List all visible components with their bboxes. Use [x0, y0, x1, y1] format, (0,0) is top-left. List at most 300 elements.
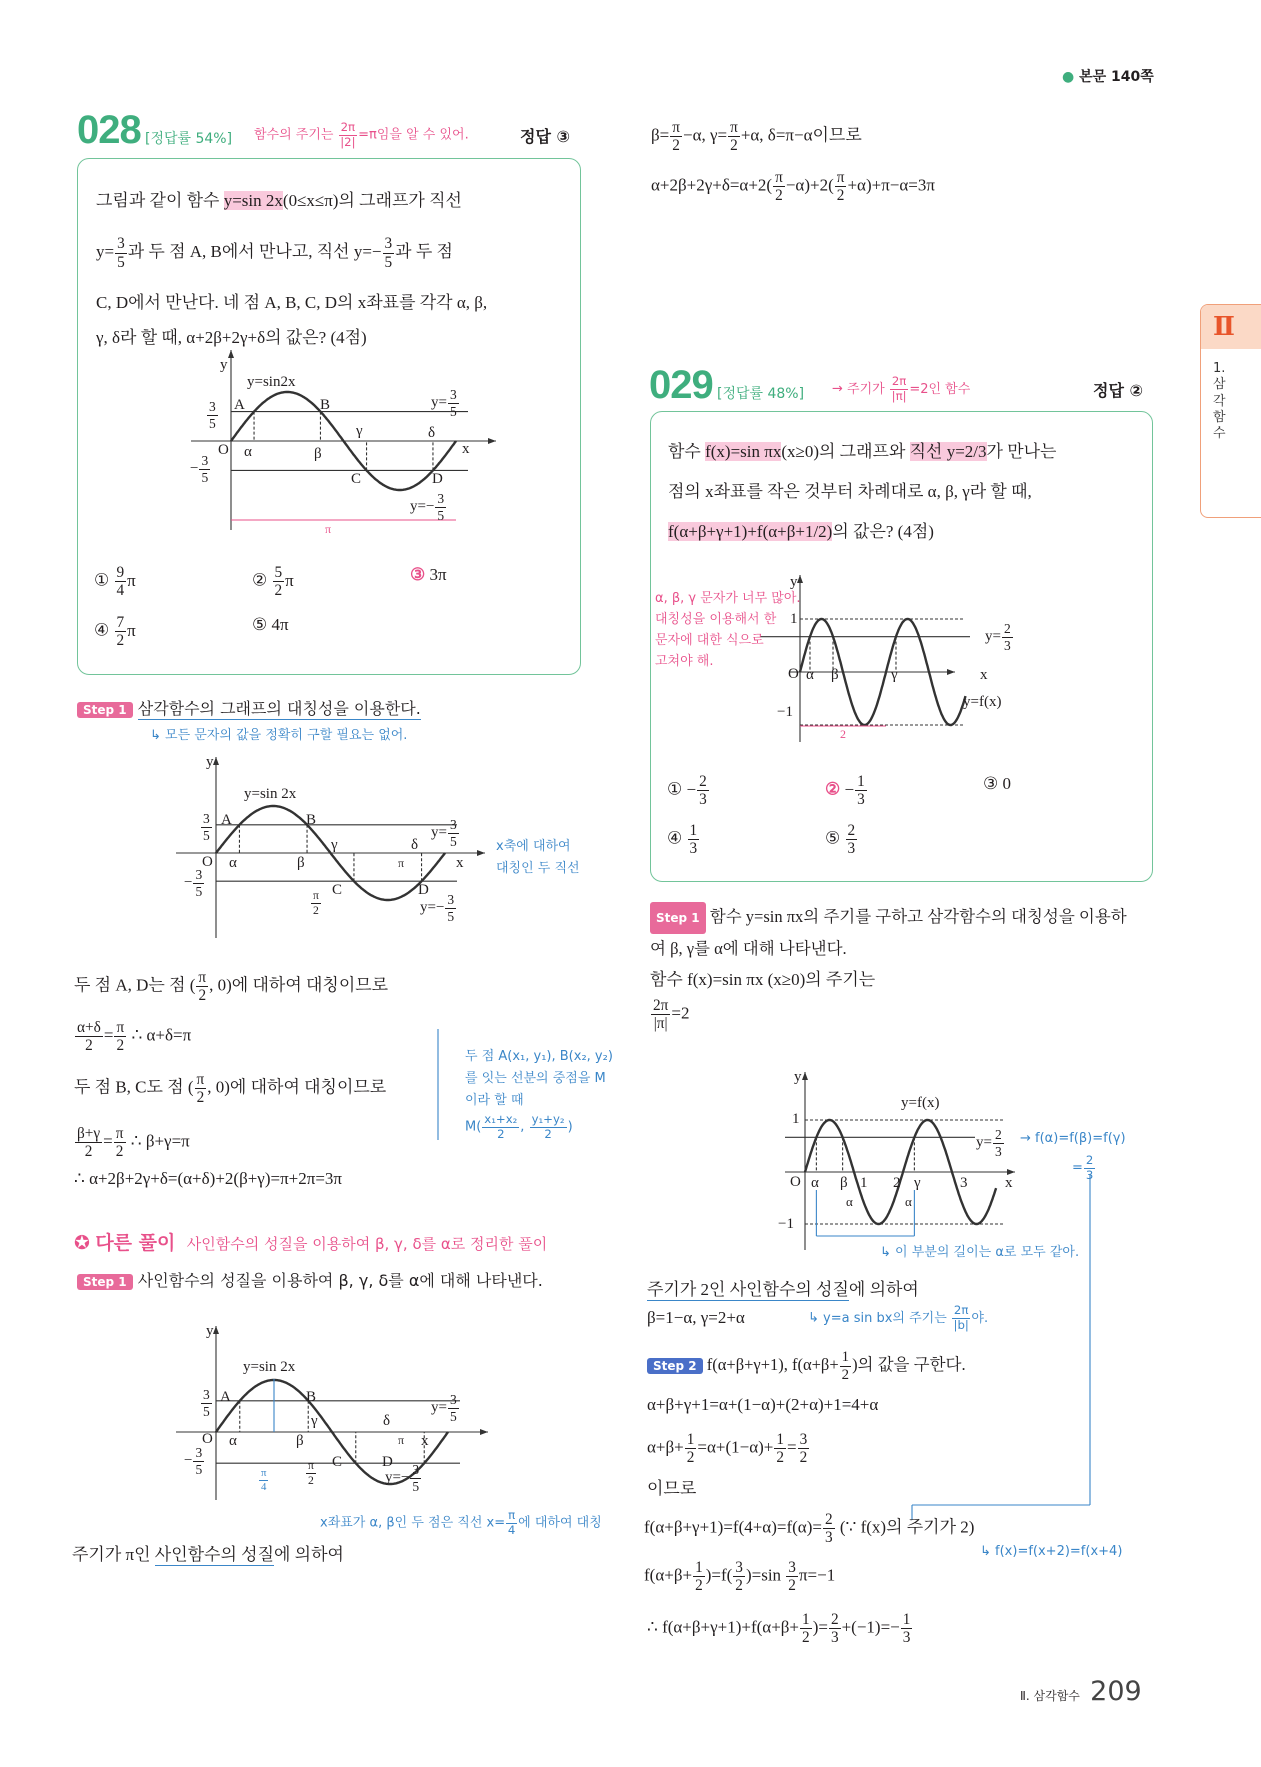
line-frac: [434, 491, 447, 523]
choice-mark: ⑤: [252, 615, 272, 634]
math-text: 에 의하여: [274, 1545, 344, 1564]
beta-label: β: [297, 855, 305, 871]
step1-heading: [650, 902, 1127, 964]
math-text: −α)+2(: [785, 175, 834, 195]
math-fraction: $\frac{3}{5}$: [117, 235, 125, 271]
step-title: 사인함수의 성질을 이용하여 β, γ, δ를 α에 대해 나타낸다.: [137, 1271, 543, 1290]
curve-label: y=sin 2x: [243, 1359, 296, 1375]
length-note: ↳ 이 부분의 길이는 α로 모두 같아.: [880, 1245, 1080, 1260]
math-fraction: $\frac{3}{5}$: [203, 811, 210, 843]
highlight: y=sin 2x: [223, 191, 283, 210]
solution-line: [647, 1308, 745, 1328]
math-text: ∴ α+δ=π: [127, 1025, 192, 1045]
problem-number: 028: [77, 108, 141, 152]
math-fraction: $\frac{3}{5}$: [195, 867, 203, 899]
y-tick-1: 1: [792, 1111, 800, 1127]
step-title-cont: 여 β, γ를 α에 대해 나타낸다.: [650, 939, 847, 958]
note-text: f(x)=f(x+2)=f(x+4): [995, 1544, 1123, 1559]
x-tick-2: 2: [893, 1175, 901, 1191]
step-badge: Step 1: [77, 702, 133, 718]
math-fraction: $\frac{\pi}{2}$: [836, 169, 845, 205]
symmetric-lines-note: [496, 836, 580, 880]
solution-line: [644, 1560, 835, 1594]
origin-label: O: [218, 442, 229, 458]
choice-value: [687, 822, 701, 858]
pi-half-label: [310, 890, 322, 916]
arrow-circle-icon: ●: [1062, 69, 1075, 85]
span-label: π: [325, 522, 332, 536]
math-fraction: $\frac{3}{5}$: [209, 399, 216, 431]
math-fraction: $\frac{2}{3}$: [1085, 1153, 1094, 1182]
solution-line: [651, 170, 935, 204]
choice-4[interactable]: [94, 615, 136, 649]
math-text: −α, γ=: [682, 125, 728, 145]
math-text: +(−1)=−: [841, 1617, 900, 1637]
math-text: (x≥0)의 그래프와: [781, 442, 910, 461]
math-fraction: $\frac{9}{4}$: [116, 564, 125, 600]
alpha-label: α: [811, 1175, 819, 1191]
math-text: ,: [520, 1119, 529, 1135]
curve-label: y=sin2x: [247, 374, 296, 390]
note-text: 모든 문자의 값을 정확히 구할 필요는 없어.: [165, 728, 408, 743]
math-fraction: $\frac{7}{2}$: [116, 614, 125, 650]
math-text: ∴ α+2β+2γ+δ=(α+δ)+2(β+γ)=π+2π=3π: [74, 1169, 342, 1188]
alt-step1-heading: [77, 1268, 543, 1291]
choice-value: [845, 822, 859, 858]
line-frac: [447, 817, 460, 849]
line-label: y=: [431, 394, 447, 411]
math-fraction: $\frac{2}{3}$: [830, 1611, 839, 1647]
alpha-label: α: [244, 444, 252, 460]
solution-line: [74, 970, 388, 1004]
origin-label: O: [202, 854, 213, 870]
pi-label: π: [398, 1433, 405, 1447]
solution-line: [647, 1432, 810, 1466]
math-fraction: $\frac{3}{5}$: [449, 387, 457, 419]
note-line: [465, 1068, 613, 1090]
sine-curve: [805, 1120, 996, 1224]
y-axis-label: y: [206, 754, 214, 770]
choice-value: [114, 614, 136, 650]
math-text: f(α+β+γ+1)=f(4+α)=f(α)=: [644, 1517, 822, 1537]
math-fraction: $\frac{1}{2}$: [776, 1431, 785, 1467]
math-fraction: $\frac{1}{2}$: [841, 1349, 850, 1383]
solution-line: [647, 1612, 913, 1646]
alpha-label: α: [806, 667, 814, 683]
beta-label: β: [840, 1175, 848, 1191]
choice-3[interactable]: [410, 565, 447, 585]
origin-label: O: [790, 1174, 801, 1190]
x-axis-label: x: [456, 855, 464, 871]
math-text: 주기가 π인: [72, 1545, 155, 1564]
x-axis-arrow: [480, 1429, 488, 1435]
point-d-label: D: [382, 1454, 393, 1470]
math-text: M(: [465, 1119, 482, 1135]
problem-029-header: [649, 363, 804, 408]
math-text: )의 값을 구한다.: [852, 1355, 966, 1375]
math-fraction: $\frac{\pi}{4}$: [507, 1508, 516, 1537]
chapter-side-tab[interactable]: [1200, 304, 1261, 518]
math-text: =α+(1−α)+: [697, 1437, 774, 1457]
question-line: [668, 512, 1056, 552]
solution-line: [647, 1275, 919, 1300]
solution-line: [647, 1395, 878, 1415]
math-text: f(α+β+: [644, 1565, 693, 1585]
math-text: 3π: [429, 565, 447, 584]
solution-line: [74, 1020, 191, 1054]
shift-note: ↳ f(x)=f(x+2)=f(x+4): [980, 1544, 1123, 1559]
math-fraction: $\frac{2}{3}$: [699, 773, 707, 809]
note-line: [465, 1090, 613, 1112]
math-fraction: $\frac{2\pi}{|b|}$: [953, 1303, 969, 1332]
math-fraction: $\frac{\pi}{2}$: [672, 119, 680, 155]
y-tick-neg: [198, 453, 211, 485]
y-tick-1: 1: [790, 611, 798, 627]
math-text: 이라 할 때: [465, 1093, 524, 1108]
solution-line: [647, 1474, 696, 1499]
math-text: 를 잇는 선분의 중점을 M: [465, 1071, 606, 1086]
y-tick-neg1: −1: [778, 1216, 794, 1232]
math-text: 에 의하여: [848, 1280, 919, 1299]
math-fraction: $\frac{3}{5}$: [203, 1387, 210, 1419]
math-fraction: $\frac{\pi}{2}$: [730, 119, 738, 155]
choice-4[interactable]: [667, 823, 700, 857]
line-label: [985, 622, 1014, 652]
note-line: x축에 대하여: [496, 839, 571, 854]
math-text: 함수: [668, 442, 706, 461]
math-text: → f(α)=f(β)=f(γ): [1020, 1131, 1126, 1146]
point-a-label: A: [220, 1389, 231, 1405]
note-line: 대칭성을 이용해서 한: [655, 612, 777, 627]
choice-value: [272, 615, 289, 634]
underline: 주기가 2인 사인함수의 성질: [647, 1280, 849, 1299]
choice-3[interactable]: [983, 774, 1011, 794]
delta-label: δ: [411, 837, 419, 853]
math-text: 가 만나는: [986, 442, 1057, 461]
math-text: , 0)에 대하여 대칭이므로: [209, 975, 389, 995]
math-text: 점의 x좌표를 작은 것부터 차례대로 α, β, γ라 할 때,: [668, 482, 1032, 501]
pi-half-label: [305, 1460, 317, 1486]
math-fraction: $\frac{\pi}{2}$: [116, 1019, 125, 1055]
gamma-label: γ: [914, 1175, 921, 1191]
choice-mark: ④: [94, 620, 114, 640]
x-tick-1: 1: [860, 1175, 868, 1191]
curve-label: y=f(x): [901, 1095, 940, 1111]
question-line: [96, 323, 487, 353]
question-line: [96, 226, 487, 277]
correct-rate: [정답률 48%]: [717, 386, 805, 402]
math-fraction: $\frac{3}{5}$: [449, 1392, 457, 1424]
choice-mark: ④: [667, 828, 687, 848]
math-text: −: [844, 779, 855, 799]
math-fraction: $\frac{3}{5}$: [449, 817, 457, 849]
y-tick-3-5: [206, 400, 219, 430]
math-text: π: [285, 570, 294, 590]
math-text: 함수 f(x)=sin πx (x≥0)의 주기는: [650, 970, 876, 989]
math-text: =: [103, 1025, 114, 1045]
math-fraction: $\frac{1}{3}$: [902, 1611, 911, 1647]
note-text: 이 부분의 길이는 α로 모두 같아.: [895, 1245, 1080, 1260]
step-badge: Step 1: [77, 1274, 133, 1290]
math-text: 과 두 점: [395, 242, 453, 261]
math-text: (0≤x≤π)의 그래프가 직선: [282, 191, 462, 210]
math-fraction: $\frac{1}{2}$: [802, 1611, 810, 1647]
choice-value: [272, 564, 294, 600]
gamma-label: γ: [891, 667, 898, 683]
pi-quarter-label: [258, 1468, 269, 1493]
math-text: 0: [1002, 774, 1011, 793]
footer-chapter: Ⅱ. 삼각함수: [1020, 1689, 1080, 1703]
hint-text: [847, 374, 971, 403]
y-tick: [200, 812, 213, 842]
math-fraction: $\frac{3}{5}$: [412, 1462, 420, 1494]
alpha-length-label: α: [846, 1194, 853, 1209]
line-frac: [444, 892, 457, 924]
choice-value: [686, 773, 710, 809]
curve-label: y=f(x): [963, 694, 1002, 710]
choice-value: [430, 565, 447, 584]
math-text: 주기가: [847, 381, 889, 397]
choice-mark: ②: [252, 570, 272, 590]
line-frac: [409, 1462, 422, 1494]
choice-2[interactable]: [825, 774, 868, 808]
note-line: 문자에 대한 식으로: [655, 633, 764, 648]
note-line: [465, 1046, 613, 1068]
math-text: π=−1: [798, 1565, 836, 1585]
math-fraction: $\frac{3}{2}$: [788, 1559, 796, 1595]
y-axis-label: y: [220, 357, 228, 373]
y-axis-label: y: [790, 574, 798, 590]
point-b-label: B: [306, 1389, 317, 1405]
hint-period: [254, 122, 469, 148]
note-line: 대칭인 두 직선: [496, 861, 580, 876]
math-text: )=sin: [745, 1565, 786, 1585]
line-frac: [447, 387, 460, 419]
highlight: f(x)=sin πx: [705, 442, 782, 461]
math-text: γ, δ라 할 때, α+2β+2γ+δ의 값은? (4점): [96, 328, 367, 347]
x-axis-arrow: [477, 850, 485, 856]
choice-mark: ①: [667, 779, 687, 799]
math-fraction: $\frac{2}{3}$: [994, 1127, 1002, 1159]
note-line: 고쳐야 해.: [655, 654, 714, 669]
choice-mark: ①: [94, 570, 114, 590]
math-fraction: $\frac{\beta+\gamma}{2}$: [77, 1125, 101, 1161]
problem-028-header: [77, 108, 232, 153]
point-c-label: C: [332, 882, 343, 898]
answer-label: 정답 ③: [520, 127, 571, 146]
math-text: =: [1072, 1160, 1083, 1176]
pink-margin-note: [655, 588, 801, 672]
correct-rate: [정답률 54%]: [145, 131, 233, 147]
problem-number: 029: [649, 363, 713, 407]
gamma-label: γ: [331, 837, 338, 853]
math-text: (∵ f(x)의 주기가 2): [835, 1517, 975, 1537]
answer-label: 정답 ②: [1093, 381, 1144, 400]
math-text: 함수의 주기는: [254, 127, 338, 143]
note-text: [823, 1303, 989, 1332]
math-text: π: [127, 570, 136, 590]
math-text: 4π: [271, 615, 289, 634]
y-tick-neg: [192, 867, 205, 899]
delta-label: δ: [383, 1413, 391, 1429]
math-fraction: $\frac{3}{5}$: [437, 491, 445, 523]
equal-values-note: [1020, 1131, 1126, 1146]
highlight: 직선 y=2/3: [909, 442, 987, 461]
y-axis-label: y: [794, 1069, 802, 1085]
alt-subtitle: 사인함수의 성질을 이용하여 β, γ, δ를 α로 정리한 풀이: [186, 1235, 548, 1253]
point-b-label: B: [306, 812, 317, 828]
choice-5[interactable]: [252, 615, 289, 635]
math-text: =: [103, 1131, 113, 1151]
x-axis-label: x: [462, 441, 470, 457]
choice-value: [114, 564, 136, 600]
line-label: y=: [431, 824, 447, 841]
math-fraction: $\frac{\pi}{2}$: [196, 1071, 205, 1107]
point-b-label: B: [320, 397, 331, 413]
math-fraction: $\frac{1}{3}$: [857, 773, 865, 809]
math-text: α+2β+2γ+δ=α+2(: [651, 175, 773, 195]
beta-label: β: [831, 667, 839, 683]
delta-label: δ: [428, 425, 436, 441]
step1-note: ↳ 모든 문자의 값을 정확히 구할 필요는 없어.: [150, 728, 408, 743]
step1-heading: [77, 696, 421, 719]
math-text: =π임을 알 수 있어.: [358, 127, 469, 143]
math-text: 두 점 A, D는 점 (: [74, 975, 196, 995]
math-text: =: [787, 1437, 797, 1457]
math-text: C, D에서 만난다. 네 점 A, B, C, D의 x좌표를 각각 α, β,: [96, 293, 488, 312]
step-title: 삼각함수의 그래프의 대칭성을 이용한다.: [137, 699, 421, 718]
checkmark-icon: ③: [410, 565, 430, 584]
gamma-label: γ: [356, 423, 363, 439]
y-tick-neg1: −1: [777, 704, 793, 720]
math-fraction: $\frac{3}{2}$: [799, 1431, 808, 1467]
math-fraction: $\frac{2\pi}{|\pi|}$: [653, 997, 669, 1033]
period-label: 2: [840, 727, 846, 741]
point-d-label: D: [418, 882, 429, 898]
point-a-label: A: [221, 812, 232, 828]
choice-2[interactable]: [252, 565, 294, 599]
step-title: [706, 1349, 966, 1383]
line-frac: [447, 1392, 460, 1424]
math-fraction: $\frac{\pi}{2}$: [308, 1459, 314, 1487]
math-fraction: $\frac{2}{3}$: [847, 822, 856, 858]
x-tick-3: 3: [960, 1175, 968, 1191]
alpha-length-label: α: [905, 1194, 912, 1209]
math-text: 과 두 점 A, B에서 만나고, 직선 y=−: [127, 242, 382, 261]
math-fraction: $\frac{2}{3}$: [824, 1511, 833, 1547]
y-tick: [200, 1388, 213, 1418]
choice-value: [1003, 774, 1012, 793]
page-footer: [1020, 1676, 1142, 1707]
problem-029-question: [668, 432, 1056, 552]
math-fraction: $\frac{2}{3}$: [1003, 621, 1011, 653]
step-title: 함수 y=sin πx의 주기를 구하고 삼각함수의 대칭성을 이용하: [709, 907, 1127, 926]
question-line: [96, 175, 487, 226]
line-label: [976, 1128, 1005, 1158]
choice-1[interactable]: [667, 774, 710, 808]
midpoint-note: [465, 1046, 613, 1140]
page-reference-text: 본문 140쪽: [1079, 69, 1154, 85]
star-icon: ✪: [74, 1232, 90, 1254]
math-text: =2인 함수: [909, 381, 971, 397]
math-fraction: $\frac{\text{y₁+y₂}}{2}$: [531, 1112, 565, 1141]
checkmark-icon: ②: [825, 779, 845, 799]
beta-label: β: [296, 1433, 304, 1449]
math-fraction: $\frac{\pi}{2}$: [313, 889, 319, 917]
math-fraction: $\frac{5}{2}$: [274, 564, 283, 600]
step-badge: Step 2: [647, 1358, 703, 1374]
alt-title: 다른 풀이: [95, 1232, 176, 1254]
point-d-label: D: [432, 471, 443, 487]
beta-label: β: [314, 446, 322, 462]
math-text: +α, δ=π−α이므로: [740, 125, 862, 145]
math-text: α+β+γ+1=α+(1−α)+(2+α)+1=4+α: [647, 1395, 879, 1414]
highlight: f(α+β+γ+1)+f(α+β+1/2): [668, 522, 833, 541]
math-text: )=f(: [705, 1565, 733, 1585]
math-text: 이므로: [647, 1479, 697, 1498]
math-text: +α)+π−α=3π: [847, 175, 935, 195]
math-text: )=: [812, 1617, 828, 1637]
chapter-numeral: Ⅱ: [1201, 305, 1261, 349]
math-text: y=: [976, 1134, 992, 1151]
note-line: α, β, γ 문자가 너무 많아.: [655, 591, 801, 606]
note-line: [465, 1114, 613, 1140]
math-fraction: $\frac{3}{5}$: [447, 892, 455, 924]
math-text: y=a sin bx의 주기는: [823, 1310, 951, 1326]
math-text: β=: [651, 125, 670, 145]
math-text: , 0)에 대하여 대칭이므로: [207, 1077, 387, 1097]
math-text: −: [686, 779, 697, 799]
choice-1[interactable]: [94, 565, 136, 599]
choice-5[interactable]: [825, 823, 858, 857]
math-fraction: $\frac{3}{5}$: [201, 453, 209, 485]
page-number: 209: [1090, 1676, 1142, 1707]
gamma-label: γ: [311, 1413, 318, 1429]
y-axis-arrow: [802, 1072, 808, 1080]
sine-curve: [216, 806, 445, 900]
page-reference: [1062, 66, 1154, 86]
math-text: 에 대하여 대칭: [518, 1515, 602, 1531]
hint-period: → 주기가 $\frac{2\pi}{|\pi|}$ =2인 함수: [832, 374, 971, 403]
math-text: 그림과 같이 함수: [96, 191, 224, 210]
point-a-label: A: [234, 397, 245, 413]
math-text: ): [567, 1119, 573, 1135]
y-axis-label: y: [206, 1323, 214, 1339]
period-note: ↳ y=a sin bx의 주기는 $\frac{2\pi}{|b|}$ 야.: [808, 1303, 989, 1332]
math-fraction: $\frac{\pi}{4}$: [261, 1467, 267, 1493]
math-text: π: [127, 620, 136, 640]
step-badge: Step 1: [650, 902, 706, 934]
math-fraction: $\frac{3}{5}$: [195, 1445, 203, 1477]
equal-values-note-2: [1072, 1155, 1096, 1181]
line-label: y=: [431, 1399, 447, 1416]
math-text: x좌표가 α, β인 두 점은 직선 x=: [320, 1515, 506, 1531]
math-fraction: $\frac{2\pi}{|\pi|}$: [891, 374, 907, 403]
pi-label: π: [398, 856, 405, 870]
solution-line: [74, 1072, 386, 1106]
problem-028-question: [96, 175, 487, 353]
math-text: y=: [985, 628, 1001, 645]
symmetry-note: [320, 1510, 602, 1536]
choice-mark: ⑤: [825, 828, 845, 848]
math-fraction: $\frac{3}{2}$: [735, 1559, 743, 1595]
math-text: ∴ β+γ=π: [126, 1131, 190, 1151]
alpha-label: α: [229, 1433, 237, 1449]
section-label: 1.삼각함수: [1213, 361, 1226, 441]
question-line: [668, 472, 1056, 512]
math-fraction: $\frac{1}{3}$: [689, 822, 698, 858]
math-fraction: $\frac{\pi}{2}$: [198, 969, 207, 1005]
